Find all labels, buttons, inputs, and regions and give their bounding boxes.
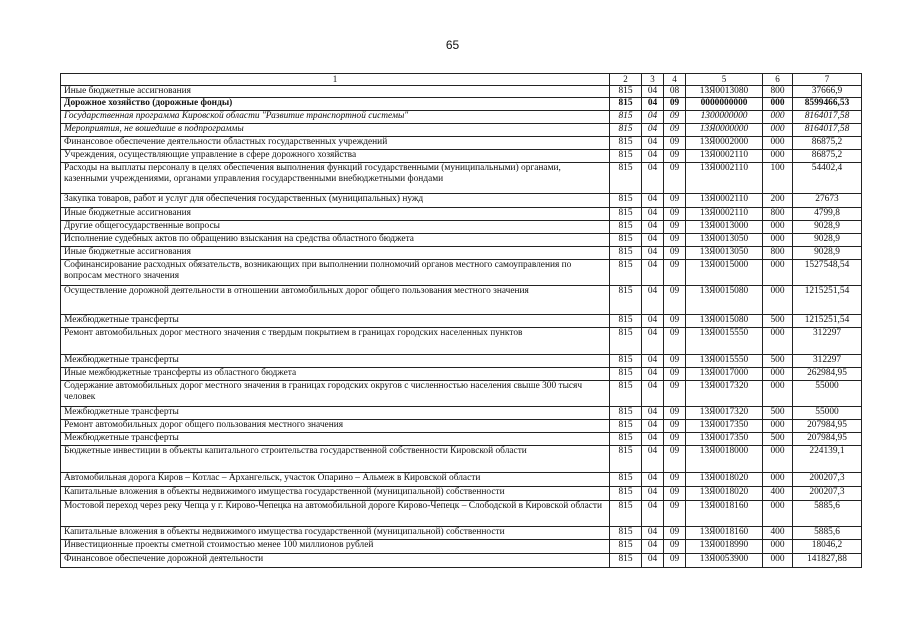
cell-name: Мостовой переход через реку Чепца у г. Кирово-Чепецка на автомобильной дороге Кирово-Чепецк – Слободской в Кировской области <box>61 501 610 527</box>
table-row <box>61 355 862 368</box>
cell-amount: 200207,3 <box>793 487 862 501</box>
cell-expense-type: 000 <box>763 368 793 381</box>
cell-chapter: 815 <box>610 433 642 446</box>
cell-section: 04 <box>642 124 664 137</box>
cell-section: 04 <box>642 501 664 527</box>
cell-amount: 141827,88 <box>793 554 862 568</box>
cell-amount: 5885,6 <box>793 527 862 540</box>
table-row <box>61 433 862 446</box>
table-row <box>61 86 862 98</box>
cell-chapter: 815 <box>610 260 642 286</box>
cell-subsection: 09 <box>664 315 686 328</box>
cell-expense-type: 400 <box>763 487 793 501</box>
cell-section: 04 <box>642 446 664 473</box>
cell-target-article: 13Я0002000 <box>686 137 763 150</box>
cell-name: Финансовое обеспечение деятельности областных государственных учреждений <box>61 137 610 150</box>
cell-subsection: 09 <box>664 355 686 368</box>
cell-expense-type: 000 <box>763 260 793 286</box>
cell-section: 04 <box>642 137 664 150</box>
cell-name: Межбюджетные трансферты <box>61 315 610 328</box>
cell-subsection: 09 <box>664 473 686 487</box>
cell-subsection: 09 <box>664 163 686 194</box>
cell-section: 04 <box>642 407 664 420</box>
cell-name: Дорожное хозяйство (дорожные фонды) <box>61 98 610 111</box>
cell-chapter: 815 <box>610 368 642 381</box>
cell-amount: 9028,9 <box>793 221 862 234</box>
cell-expense-type: 800 <box>763 247 793 260</box>
cell-subsection: 09 <box>664 381 686 407</box>
cell-expense-type: 000 <box>763 420 793 433</box>
table-row <box>61 111 862 124</box>
cell-expense-type: 000 <box>763 328 793 355</box>
cell-name: Бюджетные инвестиции в объекты капитального строительства государственной собственности Кировской области <box>61 446 610 473</box>
cell-target-article: 13Я0018020 <box>686 473 763 487</box>
table-header-row <box>61 74 862 86</box>
cell-section: 04 <box>642 540 664 554</box>
cell-name: Капитальные вложения в объекты недвижимого имущества государственной (муниципальной) собственности <box>61 527 610 540</box>
cell-expense-type: 800 <box>763 86 793 98</box>
table-row <box>61 208 862 221</box>
table-row <box>61 446 862 473</box>
cell-subsection: 09 <box>664 368 686 381</box>
cell-name: Капитальные вложения в объекты недвижимого имущества государственной (муниципальной) собственности <box>61 487 610 501</box>
cell-expense-type: 100 <box>763 163 793 194</box>
cell-expense-type: 000 <box>763 473 793 487</box>
cell-subsection: 09 <box>664 407 686 420</box>
cell-target-article: 13Я0000000 <box>686 124 763 137</box>
cell-subsection: 09 <box>664 234 686 247</box>
cell-section: 04 <box>642 487 664 501</box>
table-row <box>61 194 862 208</box>
cell-expense-type: 000 <box>763 446 793 473</box>
cell-expense-type: 400 <box>763 527 793 540</box>
cell-section: 04 <box>642 527 664 540</box>
cell-subsection: 09 <box>664 446 686 473</box>
cell-amount: 312297 <box>793 328 862 355</box>
cell-target-article: 13Я0002110 <box>686 163 763 194</box>
cell-subsection: 08 <box>664 86 686 98</box>
cell-expense-type: 000 <box>763 221 793 234</box>
cell-name: Учреждения, осуществляющие управление в сфере дорожного хозяйства <box>61 150 610 163</box>
cell-amount: 55000 <box>793 381 862 407</box>
cell-expense-type: 200 <box>763 194 793 208</box>
cell-amount: 9028,9 <box>793 247 862 260</box>
cell-target-article: 1300000000 <box>686 111 763 124</box>
cell-section: 04 <box>642 150 664 163</box>
cell-name: Осуществление дорожной деятельности в отношении автомобильных дорог общего пользования местного значения <box>61 286 610 315</box>
table-row <box>61 234 862 247</box>
cell-amount: 4799,8 <box>793 208 862 221</box>
cell-amount: 312297 <box>793 355 862 368</box>
cell-amount: 9028,9 <box>793 234 862 247</box>
cell-section: 04 <box>642 260 664 286</box>
table-row <box>61 407 862 420</box>
cell-name: Межбюджетные трансферты <box>61 355 610 368</box>
cell-section: 04 <box>642 221 664 234</box>
cell-section: 04 <box>642 208 664 221</box>
cell-amount: 86875,2 <box>793 150 862 163</box>
cell-section: 04 <box>642 234 664 247</box>
table-row <box>61 260 862 286</box>
cell-section: 04 <box>642 247 664 260</box>
table-row <box>61 221 862 234</box>
cell-amount: 55000 <box>793 407 862 420</box>
cell-amount: 207984,95 <box>793 433 862 446</box>
cell-subsection: 09 <box>664 247 686 260</box>
table-row <box>61 501 862 527</box>
header-cell-amount: 7 <box>793 74 862 86</box>
cell-chapter: 815 <box>610 208 642 221</box>
cell-amount: 5885,6 <box>793 501 862 527</box>
cell-name: Финансовое обеспечение дорожной деятельности <box>61 554 610 568</box>
cell-target-article: 13Я0017350 <box>686 420 763 433</box>
cell-target-article: 13Я0002110 <box>686 150 763 163</box>
cell-section: 04 <box>642 98 664 111</box>
cell-amount: 262984,95 <box>793 368 862 381</box>
cell-target-article: 13Я0002110 <box>686 208 763 221</box>
cell-section: 04 <box>642 554 664 568</box>
cell-subsection: 09 <box>664 433 686 446</box>
cell-subsection: 09 <box>664 487 686 501</box>
cell-target-article: 13Я0015080 <box>686 286 763 315</box>
cell-target-article: 13Я0018160 <box>686 501 763 527</box>
cell-subsection: 09 <box>664 286 686 315</box>
cell-amount: 200207,3 <box>793 473 862 487</box>
cell-target-article: 13Я0015550 <box>686 328 763 355</box>
cell-expense-type: 500 <box>763 315 793 328</box>
cell-target-article: 13Я0018160 <box>686 527 763 540</box>
cell-name: Иные межбюджетные трансферты из областного бюджета <box>61 368 610 381</box>
cell-name: Иные бюджетные ассигнования <box>61 247 610 260</box>
cell-amount: 27673 <box>793 194 862 208</box>
cell-expense-type: 000 <box>763 554 793 568</box>
cell-name: Закупка товаров, работ и услуг для обеспечения государственных (муниципальных) нужд <box>61 194 610 208</box>
cell-name: Расходы на выплаты персоналу в целях обеспечения выполнения функций государственными (муниципальными) органами, казенными учреждениями, органами управления государственными внебюджетными фондами <box>61 163 610 194</box>
cell-target-article: 13Я0013080 <box>686 86 763 98</box>
cell-chapter: 815 <box>610 527 642 540</box>
cell-expense-type: 000 <box>763 124 793 137</box>
cell-name: Инвестиционные проекты сметной стоимостью менее 100 миллионов рублей <box>61 540 610 554</box>
table-row <box>61 554 862 568</box>
table-row <box>61 163 862 194</box>
cell-target-article: 13Я0015550 <box>686 355 763 368</box>
cell-expense-type: 000 <box>763 111 793 124</box>
table-row <box>61 137 862 150</box>
cell-chapter: 815 <box>610 473 642 487</box>
cell-chapter: 815 <box>610 234 642 247</box>
cell-section: 04 <box>642 194 664 208</box>
cell-name: Другие общегосударственные вопросы <box>61 221 610 234</box>
cell-chapter: 815 <box>610 355 642 368</box>
cell-target-article: 13Я0053900 <box>686 554 763 568</box>
cell-expense-type: 000 <box>763 501 793 527</box>
cell-name: Исполнение судебных актов по обращению взыскания на средства областного бюджета <box>61 234 610 247</box>
cell-name: Иные бюджетные ассигнования <box>61 86 610 98</box>
table-row <box>61 540 862 554</box>
cell-subsection: 09 <box>664 98 686 111</box>
cell-target-article: 13Я0017000 <box>686 368 763 381</box>
cell-name: Ремонт автомобильных дорог местного значения с твердым покрытием в границах городских населенных пунктов <box>61 328 610 355</box>
table-row <box>61 527 862 540</box>
cell-amount: 86875,2 <box>793 137 862 150</box>
table-row <box>61 487 862 501</box>
cell-expense-type: 000 <box>763 98 793 111</box>
cell-subsection: 09 <box>664 554 686 568</box>
cell-name: Государственная программа Кировской области "Развитие транспортной системы" <box>61 111 610 124</box>
cell-chapter: 815 <box>610 407 642 420</box>
cell-expense-type: 000 <box>763 381 793 407</box>
cell-subsection: 09 <box>664 260 686 286</box>
table-row <box>61 381 862 407</box>
header-cell-chapter: 2 <box>610 74 642 86</box>
cell-name: Межбюджетные трансферты <box>61 407 610 420</box>
cell-chapter: 815 <box>610 554 642 568</box>
cell-chapter: 815 <box>610 124 642 137</box>
table-row <box>61 328 862 355</box>
cell-amount: 1527548,54 <box>793 260 862 286</box>
cell-expense-type: 500 <box>763 355 793 368</box>
cell-expense-type: 000 <box>763 150 793 163</box>
cell-expense-type: 000 <box>763 234 793 247</box>
cell-subsection: 09 <box>664 137 686 150</box>
cell-amount: 224139,1 <box>793 446 862 473</box>
cell-section: 04 <box>642 111 664 124</box>
cell-chapter: 815 <box>610 286 642 315</box>
cell-target-article: 13Я0018000 <box>686 446 763 473</box>
table-row <box>61 98 862 111</box>
cell-target-article: 13Я0002110 <box>686 194 763 208</box>
page-number: 65 <box>445 38 460 52</box>
table-row <box>61 473 862 487</box>
header-cell-subsection: 4 <box>664 74 686 86</box>
cell-chapter: 815 <box>610 137 642 150</box>
cell-chapter: 815 <box>610 86 642 98</box>
cell-target-article: 13Я0017350 <box>686 433 763 446</box>
cell-expense-type: 500 <box>763 407 793 420</box>
cell-section: 04 <box>642 315 664 328</box>
cell-name: Межбюджетные трансферты <box>61 433 610 446</box>
cell-section: 04 <box>642 286 664 315</box>
budget-table <box>60 73 862 568</box>
cell-chapter: 815 <box>610 98 642 111</box>
cell-amount: 8164017,58 <box>793 111 862 124</box>
cell-section: 04 <box>642 355 664 368</box>
cell-expense-type: 000 <box>763 540 793 554</box>
cell-subsection: 09 <box>664 540 686 554</box>
cell-section: 04 <box>642 163 664 194</box>
cell-expense-type: 000 <box>763 286 793 315</box>
cell-expense-type: 500 <box>763 433 793 446</box>
cell-amount: 8599466,53 <box>793 98 862 111</box>
cell-subsection: 09 <box>664 194 686 208</box>
header-cell-target-article: 5 <box>686 74 763 86</box>
cell-section: 04 <box>642 328 664 355</box>
header-cell-name: 1 <box>61 74 610 86</box>
cell-target-article: 13Я0013000 <box>686 221 763 234</box>
cell-target-article: 13Я0017320 <box>686 407 763 420</box>
cell-section: 04 <box>642 473 664 487</box>
cell-target-article: 13Я0018990 <box>686 540 763 554</box>
cell-target-article: 0000000000 <box>686 98 763 111</box>
cell-name: Иные бюджетные ассигнования <box>61 208 610 221</box>
cell-chapter: 815 <box>610 328 642 355</box>
cell-section: 04 <box>642 433 664 446</box>
cell-name: Софинансирование расходных обязательств, возникающих при выполнении полномочий органов местного самоуправления по вопросам местного значения <box>61 260 610 286</box>
cell-expense-type: 000 <box>763 137 793 150</box>
cell-target-article: 13Я0015000 <box>686 260 763 286</box>
table-row <box>61 150 862 163</box>
cell-chapter: 815 <box>610 420 642 433</box>
cell-chapter: 815 <box>610 315 642 328</box>
cell-chapter: 815 <box>610 150 642 163</box>
cell-subsection: 09 <box>664 420 686 433</box>
cell-chapter: 815 <box>610 221 642 234</box>
cell-chapter: 815 <box>610 194 642 208</box>
cell-target-article: 13Я0015080 <box>686 315 763 328</box>
cell-target-article: 13Я0018020 <box>686 487 763 501</box>
cell-amount: 207984,95 <box>793 420 862 433</box>
cell-subsection: 09 <box>664 208 686 221</box>
table-row <box>61 247 862 260</box>
table-row <box>61 315 862 328</box>
cell-section: 04 <box>642 86 664 98</box>
cell-subsection: 09 <box>664 221 686 234</box>
cell-target-article: 13Я0013050 <box>686 234 763 247</box>
header-cell-expense-type: 6 <box>763 74 793 86</box>
cell-expense-type: 800 <box>763 208 793 221</box>
cell-amount: 1215251,54 <box>793 286 862 315</box>
table-row <box>61 420 862 433</box>
cell-subsection: 09 <box>664 124 686 137</box>
cell-subsection: 09 <box>664 111 686 124</box>
cell-chapter: 815 <box>610 163 642 194</box>
cell-chapter: 815 <box>610 111 642 124</box>
cell-amount: 54402,4 <box>793 163 862 194</box>
budget-table-body <box>61 74 862 568</box>
cell-subsection: 09 <box>664 501 686 527</box>
cell-amount: 37666,9 <box>793 86 862 98</box>
cell-subsection: 09 <box>664 328 686 355</box>
cell-section: 04 <box>642 420 664 433</box>
cell-name: Содержание автомобильных дорог местного значения в границах городских округов с численностью населения свыше 300 тысяч человек <box>61 381 610 407</box>
cell-section: 04 <box>642 368 664 381</box>
cell-chapter: 815 <box>610 247 642 260</box>
cell-chapter: 815 <box>610 446 642 473</box>
table-row <box>61 286 862 315</box>
cell-section: 04 <box>642 381 664 407</box>
cell-name: Мероприятия, не вошедшие в подпрограммы <box>61 124 610 137</box>
cell-name: Автомобильная дорога Киров – Котлас – Архангельск, участок Опарино – Альмеж в Кировской области <box>61 473 610 487</box>
cell-amount: 8164017,58 <box>793 124 862 137</box>
cell-target-article: 13Я0013050 <box>686 247 763 260</box>
cell-chapter: 815 <box>610 540 642 554</box>
cell-name: Ремонт автомобильных дорог общего пользования местного значения <box>61 420 610 433</box>
cell-chapter: 815 <box>610 501 642 527</box>
cell-amount: 18046,2 <box>793 540 862 554</box>
table-row <box>61 124 862 137</box>
cell-subsection: 09 <box>664 527 686 540</box>
cell-subsection: 09 <box>664 150 686 163</box>
cell-target-article: 13Я0017320 <box>686 381 763 407</box>
table-row <box>61 368 862 381</box>
header-cell-section: 3 <box>642 74 664 86</box>
cell-amount: 1215251,54 <box>793 315 862 328</box>
cell-chapter: 815 <box>610 381 642 407</box>
cell-chapter: 815 <box>610 487 642 501</box>
